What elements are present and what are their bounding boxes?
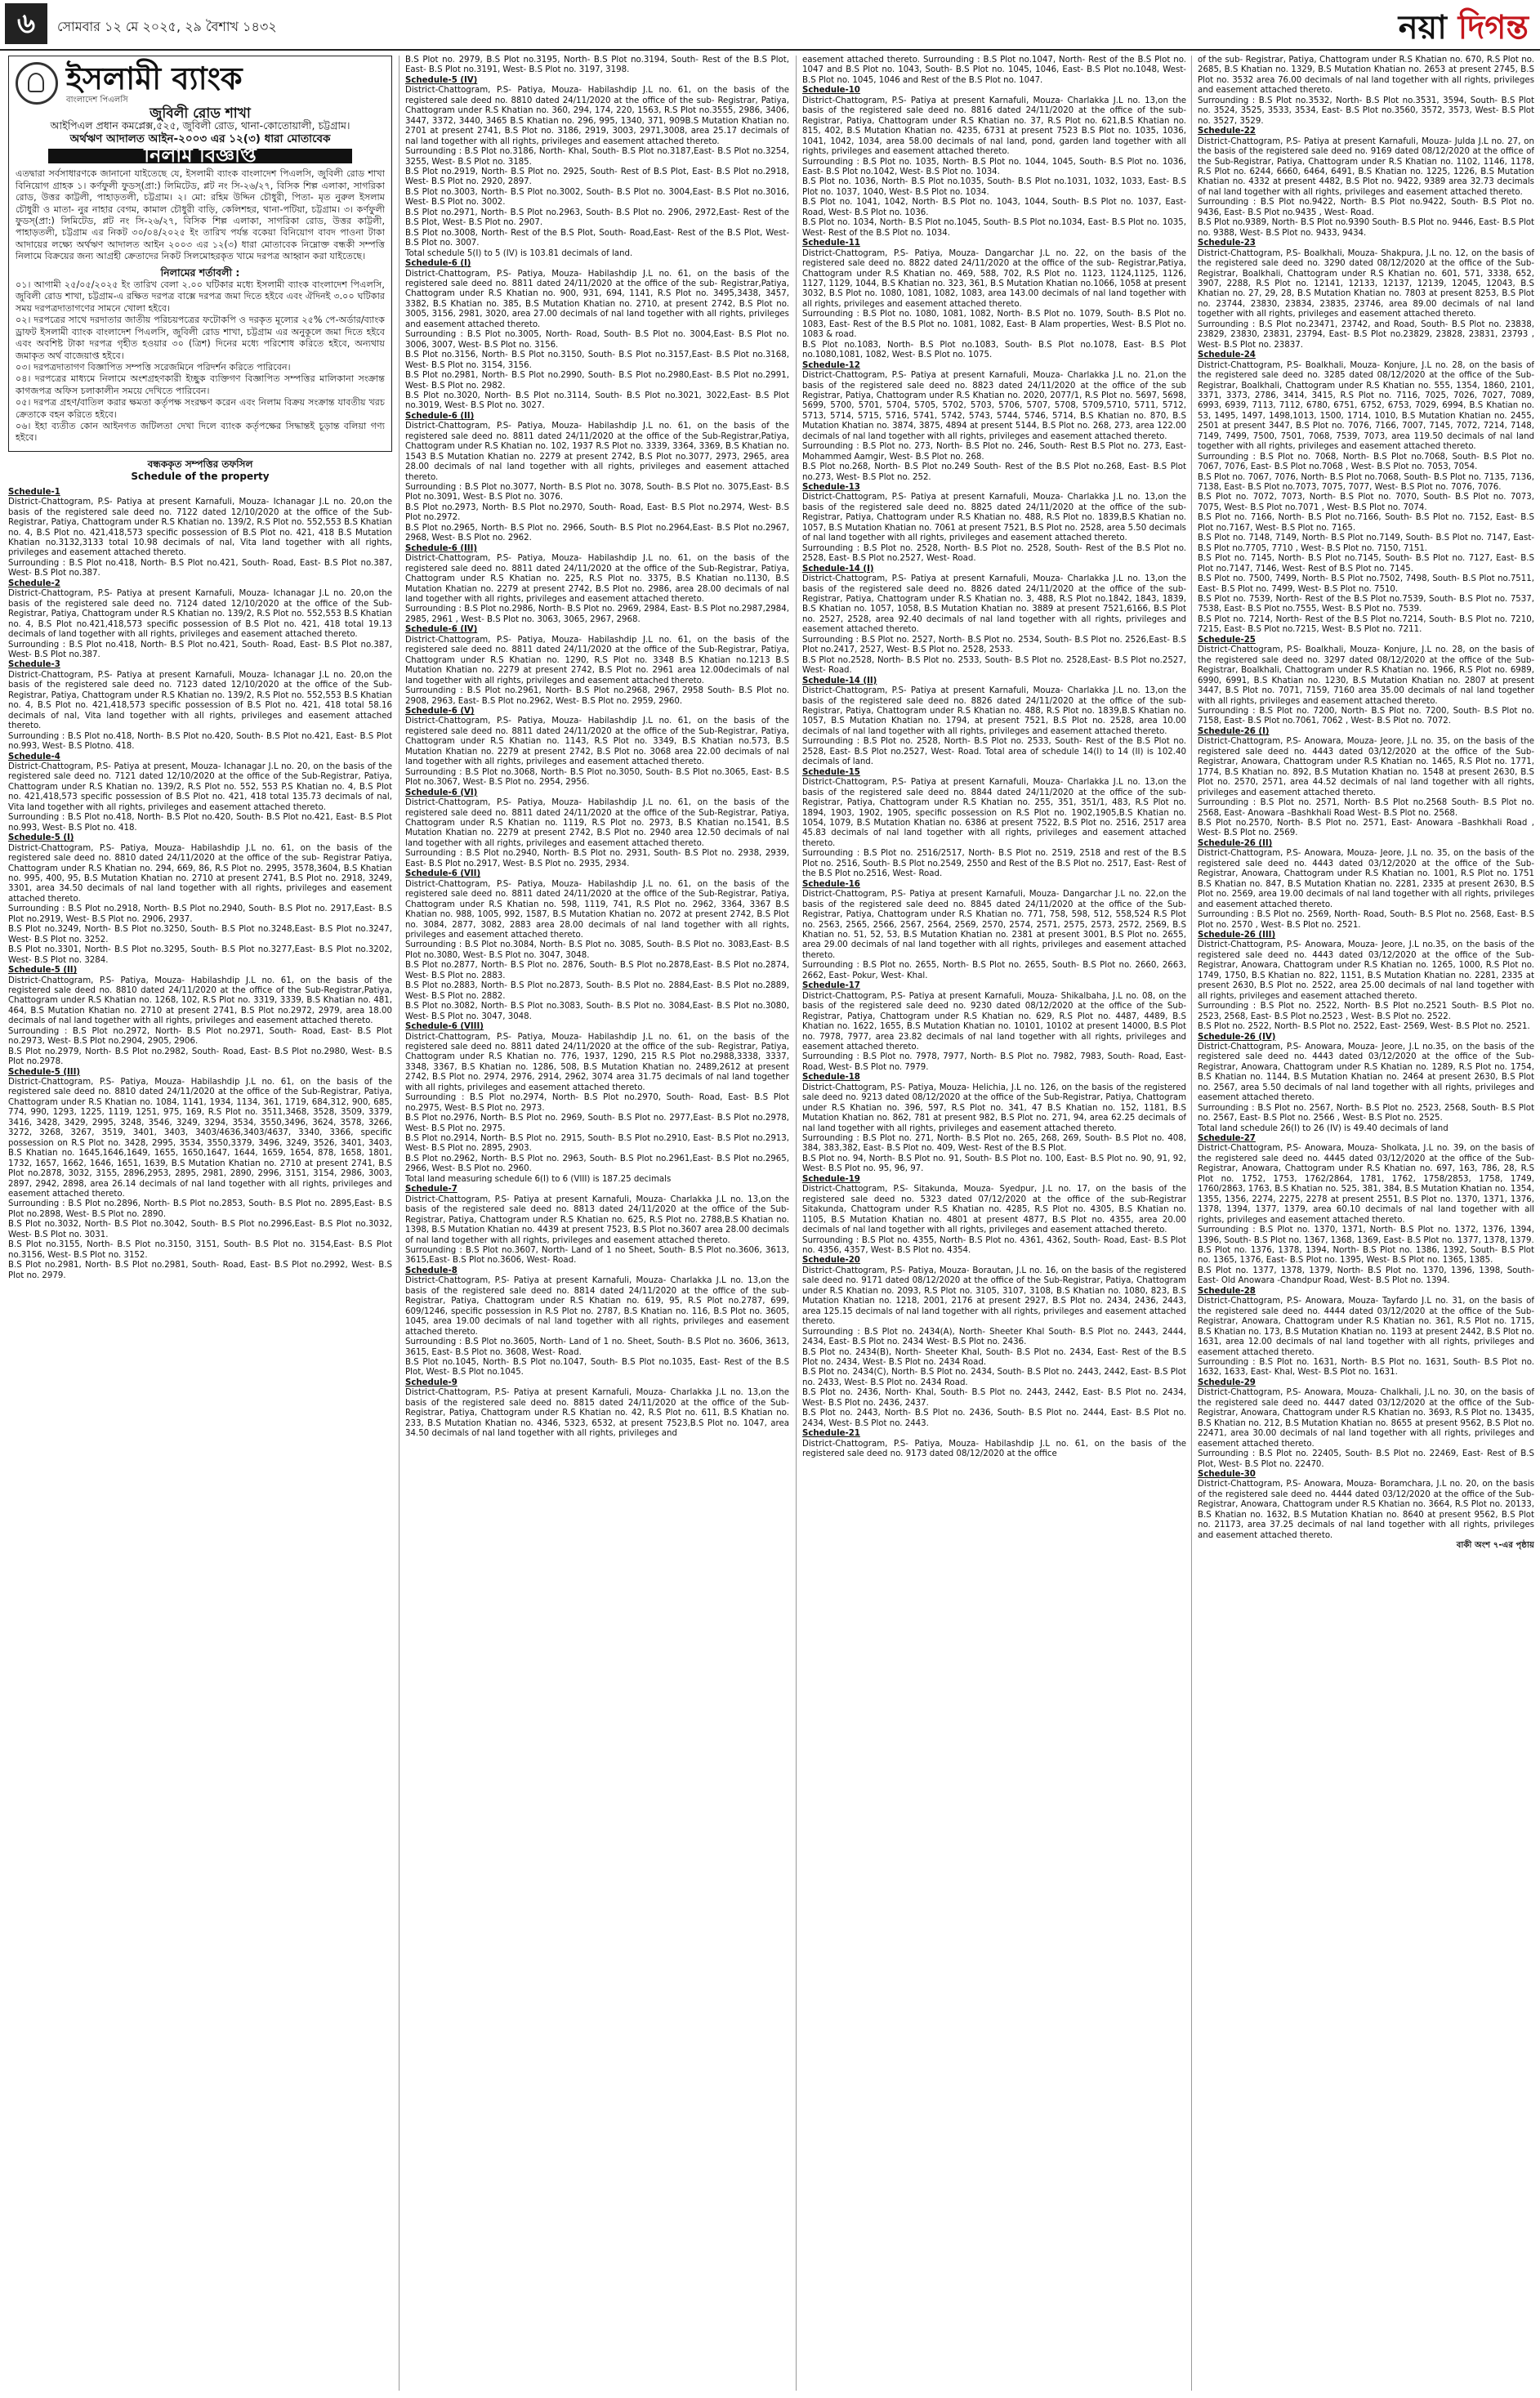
schedule-heading-item: Schedule-11: [802, 239, 860, 248]
schedule-paragraph: B.S Plot no.2979, North- B.S Plot no.2982, South- Road, East- B.S Plot no.2980, West- B.S Plot no.2978.: [8, 1047, 392, 1067]
schedule-paragraph: Surrounding : B.S Plot no.9422, North- B.S Plot no.9422, South- B.S Plot no. 9436, East- B.S Plot no.9435 , West- Road.: [1198, 198, 1534, 217]
schedule-heading-item: Schedule-30: [1198, 1469, 1256, 1479]
schedule-heading-item: Schedule-4: [8, 752, 60, 761]
column-divider: [399, 56, 400, 2391]
column-1-body: [8, 488, 392, 1281]
masthead-part1: নয়া: [1398, 8, 1458, 47]
schedule-heading-item: Schedule-6 (IV): [405, 625, 478, 635]
schedule-heading-item: Schedule-6 (V): [405, 707, 475, 716]
schedule-paragraph: District-Chattogram, P.S- Patiya, Mouza- Habilashdip J.L no. 61, on the basis of the registered sale deed no. 8811 dated 24/11/2020 at the office of the Sub-Registrar, Patiya, Chattogram under R.S Khatian no. 1143, R.S Plot no. 3349, B.S Khatian no.573, B.S Mutation Khatian no. 2279 at present 2742, B.S Plot no. 3068 area 22.00 decimals of nal land together with all rights, privileges and easement attached thereto.: [405, 717, 789, 767]
page-number: ৬: [5, 3, 47, 44]
schedule-paragraph: District-Chattogram, P.S- Patiya at present Karnafuli, Mouza- Charlakka J.L no. 13,on the basis of the registered sale deed no. 8814 dated 24/11/2020 at the office of the sub-Registrar, Patiya, Chattogram under R.S Khatian no. 619, 95, R.S Plot no.2787, 699, 609/1246, specific possession in R.S Plot no. 2787, B.S Khatian no. 116, B.S Plot no. 3605, 1045, area 19.00 decimals of nal land together with all rights, privileges and easement attached thereto.: [405, 1276, 789, 1337]
schedule-paragraph: B.S Plot no.2976, North- B.S Plot no. 2969, South- B.S Plot no. 2977,East- B.S Plot no.2978, West- B.S Plot no. 2975.: [405, 1114, 789, 1133]
schedule-heading-item: Schedule-6 (III): [405, 543, 478, 553]
schedule-heading-item: Schedule-12: [802, 360, 860, 370]
schedule-paragraph: District-Chattogram, P.S- Patiya at present Karnafuli, Mouza- Shikalbaha, J.L no. 08, on the basis of the registered sale deed no. 9230 dated 08/12/2020 at the office of the Sub-Registrar, Patiya, Chattogram under R.S Khatian no. 629, R.S Plot no. 4487, 4489, B.S Khatian no. 1622, 1655, B.S Mutation Khatian no. 10101, 10102 at present 14000, B.S Plot no. 7978, 7977, area 23.82 decimals of nal land together with all rights, privileges and easement attached thereto.: [802, 991, 1186, 1052]
column-4: [1198, 56, 1534, 2391]
schedule-paragraph: Surrounding : B.S Plot no. 22405, South- B.S Plot no. 22469, East- Rest of B.S Plot, West- B.S Plot no. 22470.: [1198, 1449, 1534, 1469]
notice-title: নিলাম বিজ্ঞপ্তি: [48, 149, 352, 163]
dateline: সোমবার ১২ মে ২০২৫, ২৯ বৈশাখ ১৪৩২: [57, 19, 277, 34]
schedule-heading-item: Schedule-6 (VI): [405, 788, 478, 797]
schedule-paragraph: B.S Plot no. 1041, 1042, North- B.S Plot no. 1043, 1044, South- B.S Plot no. 1037, East- Road, West- B.S Plot no. 1036.: [802, 198, 1186, 217]
schedule-paragraph: Total land measuring schedule 6(I) to 6 (VIII) is 187.25 decimals: [405, 1174, 672, 1184]
schedule-paragraph: Surrounding : B.S Plot no.2918, North- B.S Plot no.2940, South- B.S Plot no. 2917,East- B.S Plot no.2919, West- B.S Plot no. 2906, 2937.: [8, 904, 392, 924]
schedule-heading-item: Schedule-5 (I): [8, 833, 74, 843]
condition-item: ০৫। দরপত্র গ্রহণ/বাতিল করার ক্ষমতা কর্তৃপক্ষ সংরক্ষণ করেন এবং নিলাম বিক্রয় সংক্রান্ত যাবতীয় খরচ ক্রেতাকে বহন করিতে হইবে।: [16, 397, 385, 420]
schedule-paragraph: Surrounding : B.S Plot no.2961, North- B.S Plot no.2968, 2967, 2958 South- B.S Plot no. 2908, 2963, East- B.S Plot no.2962, West- B.S Plot no. 2959, 2960.: [405, 686, 789, 706]
schedule-heading-item: Schedule-8: [405, 1266, 458, 1275]
bank-logo-icon: [16, 62, 58, 105]
schedule-paragraph: B.S Plot no.2528, North- B.S Plot no. 2533, South- B.S Plot no. 2528,East- B.S Plot no.2527, West- Road.: [802, 655, 1186, 676]
schedule-heading-item: Schedule-5 (II): [8, 966, 78, 976]
schedule-paragraph: District-Chattogram, P.S- Patiya, Mouza- Habilashdip J.L no. 61, on the basis of the registered sale deed no. 9173 dated 08/12/2020 at the office: [802, 1439, 1186, 1459]
schedule-paragraph: B.S Plot no. 1376, 1378, 1394, North- B.S Plot no. 1386, 1392, South- B.S Plot no. 1365, 1376, East- B.S Plot no. 1395, West- B.S Plot no. 1365, 1385.: [1198, 1246, 1534, 1266]
schedule-paragraph: Surrounding : B.S Plot no.3077, North- B.S Plot no. 3078, South- B.S Plot no. 3075,East- B.S Plot no.3091, West- B.S Plot no. 3076.: [405, 483, 789, 502]
schedule-paragraph: District-Chattogram, P.S- Anowara, Mouza- Tayfardo J.L no. 31, on the basis of the registered sale deed no. 4444 dated 03/12/2020 at the office of the Sub-Registrar, Anowara, Chattogram under R.S Khatian no. 361, R.S Plot no. 1715, B.S Khatian no. 173, B.S Mutation Khatian no. 1193 at present 2442, B.S Plot no. 1631, area 12.00 decimals of nal land together with all rights, privileges and easement attached thereto.: [1198, 1297, 1534, 1357]
schedule-heading-item: Schedule-3: [8, 660, 60, 670]
schedule-paragraph: B.S Plot no.3301, North- B.S Plot no.3295, South- B.S Plot no.3277,East- B.S Plot no.3202, West- B.S Plot no. 3284.: [8, 945, 392, 965]
schedule-paragraph: B.S Plot no. 7500, 7499, North- B.S Plot no.7502, 7498, South- B.S Plot no.7511, East- B.S Plot no. 7499, West- B.S Plot no. 7510.: [1198, 574, 1534, 594]
schedule-paragraph: B.S Plot no.3156, North- B.S Plot no.3150, South- B.S Plot no.3157,East- B.S Plot no.3168, West- B.S Plot no. 3154, 3156.: [405, 351, 789, 370]
schedule-paragraph: Surrounding : B.S Plot no.418, North- B.S Plot no.421, South- Road, East- B.S Plot no.387, West- B.S Plot no.387.: [8, 558, 392, 578]
schedule-paragraph: B.S Plot no. 7214, North- Rest of the B.S Plot no.7214, South- B.S Plot no. 7210, 7215, East- B.S Plot no.7215, West- B.S Plot no. 7211.: [1198, 614, 1534, 635]
schedule-paragraph: B.S Plot no.3082, North- B.S Plot no.3083, South- B.S Plot no. 3084,East- B.S Plot no.3080, West- B.S Plot no. 3047, 3048.: [405, 1002, 789, 1021]
schedule-heading-item: Schedule-18: [802, 1073, 860, 1083]
schedule-heading-item: Schedule-27: [1198, 1134, 1256, 1144]
schedule-paragraph: Surrounding : B.S Plot no. 7978, 7977, North- B.S Plot no. 7982, 7983, South- Road, East- Road, West- B.S Plot no. 7979.: [802, 1052, 1186, 1072]
schedule-paragraph: B.S Plot no.2973, North- B.S Plot no.2970, South- Road, East- B.S Plot no.2974, West- B.S Plot no.2972.: [405, 502, 789, 523]
schedule-paragraph: B.S Plot no.3020, North- B.S Plot no.3114, South- B.S Plot no.3021, 3022,East- B.S Plot no.3019, West- B.S Plot no. 3027.: [405, 391, 789, 411]
column-4-body: [1198, 56, 1534, 1541]
schedule-paragraph: B.S Plot no.3155, North- B.S Plot no.3150, 3151, South- B.S Plot no. 3154,East- B.S Plot no.3156, West- B.S Plot no. 3152.: [8, 1240, 392, 1260]
schedule-paragraph: B.S Plot no.268, North- B.S Plot no.249 South- Rest of the B.S Plot no.268, East- B.S Plot no.273, West- B.S Plot no. 252.: [802, 462, 1186, 482]
schedule-heading-item: Schedule-21: [802, 1429, 860, 1439]
schedule-paragraph: District-Chattogram, P.S- Boalkhali, Mouza- Konjure, J.L no. 28, on the basis of the registered sale deed no. 3285 dated 08/12/2020 at the office of the Sub-Registrar, Boalkhali, Chattogram under R.S Khatian no. 555, 1354, 1860, 2101, 3371, 3373, 2786, 3414, 3415, R.S Plot no. 7116, 7025, 7026, 7027, 7089, 6993, 6939, 7113, 7112, 6780, 6751, 6752, 6753, 7029, 6994, B.S Khatian no. 53, 1495, 1497, 1498,1013, 1500, 1714, 1010, B.S Mutation Khatian no. 2455, 2501 at present 3447, B.S Plot no. 7076, 7166, 7007, 7145, 7072, 7214, 7148, 7149, 7499, 7500, 7501, 7068, 7539, 7073, area 119.50 decimals of nal land together with all rights, privileges and easement attached thereto.: [1198, 360, 1534, 452]
condition-item: ০৪। দরপত্রের মাধ্যমে নিলামে অংশগ্রহণকারী ইচ্ছুক ব্যক্তিগণ বিজ্ঞাপিত সম্পত্তির মালিকানা সংক্রান্ত কাগজপত্র অফিস চলাকালীন সময়ে দেখিতে পারিবেন।: [16, 373, 385, 396]
schedule-paragraph: Surrounding : B.S Plot no. 2516/2517, North- B.S Plot no. 2519, 2518 and rest of the B.S Plot no. 2516, South- B.S Plot no.2549, 2550 and Rest of the B.S Plot no. 2517, East- Rest of the B.S Plot no.2516, West- Road.: [802, 849, 1186, 879]
bank-name: ইসলামী ব্যাংক: [66, 60, 243, 96]
bank-header-box: [8, 56, 392, 452]
schedule-paragraph: District-Chattogram, P.S- Patiya at present Karnafuli, Mouza- Charlakka J.L no. 13,on the basis of the registered sale deed no. 8815 dated 24/11/2020 at the office of the Sub-Registrar, Patiya, Chattogram under R.S Khatian no. 42, R.S Plot no. 611, B.S Khatian no. 233, B.S Mutation Khatian no. 4346, 5323, 6532, at present 7523,B.S Plot no. 1047, area 34.50 decimals of nal land together with all rights, privileges and: [405, 1388, 789, 1439]
schedule-paragraph: Total land schedule 26(I) to 26 (IV) is 49.40 decimals of land: [1198, 1123, 1448, 1133]
schedule-paragraph: District-Chattogram, P.S- Patiya, Mouza- Habilashdip J.L no. 61, on the basis of the registered sale deed no. 8811 dated 24/11/2020 at the office of the sub- Registrar, Patiya, Chattogram under R.S Khatian no. 776, 1937, 1290, 215 R.S Plot no.2988,3338, 3337, 3348, 3367, B.S Khatian no. 1286, 508, B.S Mutation Khatian no. 2489,2612 at present 2742, B.S Plot no. 2974, 2976, 2914, 2962, 3074 area 31.75 decimals of nal land together with all rights, privileges and easement attached thereto.: [405, 1032, 789, 1092]
schedule-paragraph: Surrounding : B.S Plot no. 2434(A), North- Sheeter Khal South- B.S Plot no. 2443, 2444, 2434, East- B.S Plot no. 2434 West- B.S Plot no. 2436.: [802, 1327, 1186, 1347]
schedule-paragraph: Surrounding : B.S Plot no.418, North- B.S Plot no.420, South- B.S Plot no.421, East- B.S Plot no.993, West- B.S Plotno. 418.: [8, 731, 392, 752]
schedule-paragraph: B.S Plot no.9389, North- B.S Plot no.9390 South- B.S Plot no. 9446, East- B.S Plot no. 9388, West- B.S Plot no. 9433, 9434.: [1198, 218, 1534, 238]
schedule-paragraph: District-Chattogram, P.S- Patiya at present Karnafuli, Mouza- Julda J.L no. 27, on the basis of the registered sale deed no. 9169 dated 08/12/2020 at the office of the Sub-Registrar, Patiya, Chattogram under R.S Khatian no. 1102, 1146, 1178, R.S Plot no. 6244, 6660, 6464, 6491, B.S Khatian no. 1225, 1226, B.S Mutation Khatian no. 4332 at present 4482, B.S Plot no. 9422, 9389 area 32.73 decimals of nal land together with all rights, privileges and easement attached thereto.: [1198, 136, 1534, 197]
schedule-paragraph: District-Chattogram, P.S- Anowara, Mouza- Jeore, J.L no.35, on the basis of the registered sale deed no. 4443 dated 03/12/2020 at the office of the Sub-Registrar, Anowara, Chattogram under R.S Khatian no. 1289, R.S Plot no. 1754, B.S Khatian no. 1144, B.S Mutation Khatian no. 2464 at present 2630, B.S Plot no. 2567, area 5.50 decimals of nal land together with all rights, privileges and easement attached thereto.: [1198, 1042, 1534, 1103]
schedule-paragraph: District-Chattogram, P.S- Patiya, Mouza- Habilashdip J.L no. 61, on the basis of the registered sale deed no. 8811 dated 24/11/2020 at the office of the Sub-Registrar, Patiya, Chattogram under R.S Khatian no. 1119, R.S Plot no. 2973, B.S Khatian no.1541, B.S Mutation Khatian no. 2279 at present 2742, B.S Plot no. 2940 area 12.50 decimals of nal land together with all rights, privileges and easement attached thereto.: [405, 798, 789, 848]
schedule-heading-item: Schedule-29: [1198, 1378, 1256, 1387]
column-1: [8, 56, 392, 2391]
schedule-heading-item: Schedule-26 (I): [1198, 726, 1270, 736]
schedule-paragraph: District-Chattogram, P.S- Patiya at present Karnafuli, Mouza- Charlakka J.L no. 13,on the basis of the registered sale deed no. 8825 dated 24/11/2020 at the office of the sub-Registrar, Patiya, Chattogram under R.S Khatian no. 488, R.S Plot no. 1839,B.S Khatian no. 1057, B.S Mutation Khatian no. 7061 at present 7521, B.S Plot no. 2528, area 5.50 decimals of nal land together with all rights, privileges and easement attached thereto.: [802, 493, 1186, 543]
schedule-paragraph: B.S Plot no.2883, North- B.S Plot no.2873, South- B.S Plot no. 2884,East- B.S Plot no.2889, West- B.S Plot no. 2882.: [405, 981, 789, 1001]
column-divider: [796, 56, 797, 2391]
schedule-paragraph: Surrounding : B.S Plot no.2896, North- B.S Plot no.2853, South- B.S Plot no. 2895,East- B.S Plot no.2898, West- B.S Plot no. 2890.: [8, 1199, 392, 1219]
law-reference: অর্থঋণ আদালত আইন-২০০৩ এর ১২(৩) ধারা মোতাবেক: [69, 132, 331, 145]
schedule-paragraph: B.S Plot no.3003, North- B.S Plot no.3002, South- B.S Plot no. 3004,East- B.S Plot no.3016, West- B.S Plot no. 3002.: [405, 187, 789, 208]
schedule-paragraph: B.S Plot no. 7067, 7076, North- B.S Plot no.7068, South- B.S Plot no. 7135, 7136, 7138, East- B.S Plot no.7073, 7075, 7077, West- B.S Plot no. 7076, 7076.: [1198, 472, 1534, 493]
schedule-paragraph: Surrounding : B.S Plot no. 273, North- B.S Plot no. 246, South- Rest B.S Plot no. 273, East- Mohammed Aamgir, West- B.S Plot no. 268.: [802, 442, 1186, 462]
bank-name-block: [66, 61, 243, 105]
schedule-heading-bn: বন্ধককৃত সম্পত্তির তফসিল: [147, 458, 253, 470]
branch-name: জুবিলী রোড শাখা: [150, 105, 251, 123]
schedule-paragraph: B.S Plot no.2981, North- B.S Plot no.2990, South- B.S Plot no.2980,East- B.S Plot no.2991, West- B.S Plot no. 2982.: [405, 371, 789, 391]
schedule-heading-item: Schedule-6 (VII): [405, 869, 481, 879]
schedule-heading-item: Schedule-26 (III): [1198, 930, 1276, 940]
schedule-paragraph: District-Chattogram, P.S- Anowara, Mouza- Jeore, J.L no.35, on the basis of the registered sale deed no. 4443 dated 03/12/2020 at the office of the Sub-Registrar, Anowara, Chattogram under R.S Khatian no. 1265, 1000, R.S Plot no. 1749, 1750, B.S Khatian no. 822, 1151, B.S Mutation Khatian no. 2281, 2335 at present 2630, B.S Plot no. 2522, area 25.00 decimals of nal land together with all rights, privileges and easement attached thereto.: [1198, 940, 1534, 1001]
schedule-paragraph: B.S Plot no.3249, North- B.S Plot no.3250, South- B.S Plot no.3248,East- B.S Plot no.3247, West- B.S Plot no. 3252.: [8, 925, 392, 944]
schedule-heading-item: Schedule-9: [405, 1378, 458, 1387]
schedule-heading-item: Schedule-2: [8, 578, 60, 588]
schedule-paragraph: Surrounding : B.S Plot no.3605, North- Land of 1 no. Sheet, South- B.S Plot no. 3606, 3613, 3615, East- B.S Plot no. 3608, West- Road.: [405, 1337, 789, 1357]
schedule-paragraph: Surrounding : B.S Plot no. 2528, North- B.S Plot no. 2528, South- Rest of the B.S Plot no. 2528, East- B.S Plot no.2527, West- Road.: [802, 543, 1186, 564]
column-3: [802, 56, 1186, 2391]
schedule-paragraph: B.S Plot no.2914, North- B.S Plot no. 2915, South- B.S Plot no.2910, East- B.S Plot no.2913, West- B.S Plot no. 2895, 2903.: [405, 1134, 789, 1154]
schedule-heading-item: Schedule-19: [802, 1174, 860, 1184]
schedule-heading-item: Schedule-7: [405, 1185, 458, 1195]
schedule-paragraph: B.S Plot no. 7539, North- Rest of the B.S Plot no.7539, South- B.S Plot no. 7537, 7538, East- B.S Plot no.7555, West- B.S Plot no. 7539.: [1198, 595, 1534, 614]
schedule-paragraph: Surrounding : B.S Plot no.23471, 23742, and Road, South- B.S Plot no. 23838, 23829, 23830, 23831, 23794, East- B.S Plot no.23829, 23828, 23831, 23793 , West- B.S Plot no. 23837.: [1198, 319, 1534, 350]
schedule-paragraph: District-Chattogram, P.S- Boalkhali, Mouza- Konjure, J.L no. 28, on the basis of the registered sale deed no. 3297 dated 08/12/2020 at the office of the Sub-Registrar, Boalkhali, Chattogram under R.S Khatian no. 1966, R.S Plot no. 6989, 6990, 6991, B.S Khatian no. 1230, B.S Mutation Khatian no. 2807 at present 3447, B.S Plot no. 7071, 7159, 7160 area 35.00 decimals of nal land together with all rights, privileges and easement attached thereto.: [1198, 645, 1534, 706]
schedule-paragraph: District-Chattogram, P.S- Patiya at present Karnafuli, Mouza- Charlakka J.L no. 13,on the basis of the registered sale deed no. 8844 dated 24/11/2020 at the office of the sub-Registrar, Patiya, Chattogram under R.S Khatian no. 255, 351, 351/1, 483, R.S Plot no. 1894, 1903, 1902, 1905, specific possession on R.S Plot no. 1902,1905,B.S Khatian no. 1054, 1079, B.S Mutation Khatian no. 6386 at present 7522, B.S Plot no. 2516, 2517 area 45.83 decimals of nal land together with all rights, privileges and easement attached thereto.: [802, 778, 1186, 848]
schedule-paragraph: District-Chattogram, P.S- Patiya at present Karnafuli, Mouza- Charlakka J.L no. 13,on the basis of the registered sale deed no. 8813 dated 24/11/2020 at the office of the Sub-Registrar, Patiya, Chattogram under R.S Khatian no. 625, R.S Plot no. 2788,B.S Khatian no. 1398, B.S Mutation Khatian no. 4439 at present 7523, B.S Plot no.3607 area 28.00 decimals of nal land together with all rights, privileges and easement attached thereto.: [405, 1195, 789, 1245]
schedule-heading-item: Schedule-20: [802, 1256, 860, 1266]
schedule-paragraph: Surrounding : B.S Plot no. 2567, North- B.S Plot no. 2523, 2568, South- B.S Plot no. 2567, East- B.S Plot no. 2566 , West- B.S Plot no. 2525.: [1198, 1103, 1534, 1123]
bank-subtitle: বাংলাদেশ পিএলসি: [66, 96, 128, 105]
notice-columns: [8, 56, 1534, 2391]
schedule-paragraph: Surrounding : B.S Plot no.2974, North- B.S Plot no.2970, South- Road, East- B.S Plot no.2975, West- B.S Plot no. 2973.: [405, 1093, 789, 1113]
schedule-paragraph: District-Chattogram, P.S- Patiya, Mouza- Dangarchar J.L no. 22, on the basis of the registered sale deed no. 8822 dated 24/11/2020 at the office of the sub- Registrar,Patiya, Chattogram under R.S Khatian no. 469, 588, 702, R.S Plot no. 1123, 1124,1125, 1126, 1127, 1129, 1044, B.S Khatian no. 323, 361, B.S Mutation Khatian no.1066, 1058 at present 3032, B.S Plot no. 1080, 1081, 1082, 1083, area 143.00 decimals of nal land together with all rights, privileges and easement attached thereto.: [802, 248, 1186, 309]
schedule-heading-item: Schedule-13: [802, 483, 860, 493]
schedule-heading-item: Schedule-6 (VIII): [405, 1022, 484, 1032]
schedule-paragraph: Surrounding : B.S Plot no. 1035, North- B.S Plot no. 1044, 1045, South- B.S Plot no. 1036, East- B.S Plot no.1042, West- B.S Plot no. 1034.: [802, 157, 1186, 176]
schedule-paragraph: District-Chattogram, P.S- Anowara, Mouza- Jeore, J.L no. 35, on the basis of the registered sale deed no. 4443 dated 03/12/2020 at the office of the Sub-Registrar, Anowara, Chattogram under R.S Khatian no. 1001, R.S Plot no. 1751 B.S Khatian no. 847, B.S Mutation Khatian no. 2281, 2335 at present 2630, B.S Plot no. 2569, area 19.00 decimals of nal land together with all rights, privileges and easement attached thereto.: [1198, 849, 1534, 909]
schedule-paragraph: District-Chattogram, P.S- Patiya at present Karnafuli, Mouza- Charlakka J.L no. 13,on the basis of the registered sale deed no. 8826 dated 24/11/2020 at the office of the sub-Registrar, Patiya, Chattogram under R.S Khatian no. 3, 488, R.S Plot no.1842, 1843, 1839, B.S Khatian no. 1057, 1058, B.S Mutation Khatian no. 3889 at present 7521,6166, B.S Plot no. 2527, 2528, area 92.40 decimals of nal land together with all rights, privileges and easement attached thereto.: [802, 574, 1186, 635]
schedule-paragraph: District-Chattogram, P.S- Anowara, Mouza- Jeore, J.L no. 35, on the basis of the registered sale deed no. 4443 dated 03/12/2020 at the office of the Sub-Registrar, Anowara, Chattogram under R.S Khatian no. 1465, R.S Plot no. 1771, 1774, B.S Khatian no. 892, B.S Mutation Khatian no. 1548 at present 2630, B.S Plot no. 2570, 2571, area 44.52 decimals of nal land together with all rights, privileges and easement attached thereto.: [1198, 737, 1534, 797]
conditions-heading: নিলামের শর্তাবলী :: [160, 266, 240, 279]
schedule-paragraph: District-Chattogram, P.S- Patiya, Mouza- Helichia, J.L no. 126, on the basis of the registered sale deed no. 9213 dated 08/12/2020 at the office of the Sub-Registrar, Patiya, Chattogram under R.S Khatian no. 396, 597, R.S Plot no. 341, 47 B.S Khatian no. 152, 1181, B.S Mutation Khatian no. 862, 781 at present 982, B.S Plot no. 271, 94, area 62.25 decimals of nal land together with all rights, privileges and easement attached thereto.: [802, 1083, 1186, 1133]
schedule-paragraph: District-Chattogram, P.S- Patiya, Mouza- Habilashdip J.L no. 61, on the basis of the registered sale deed no. 8810 dated 24/11/2020 at the office of the sub- Registrar Patiya, Chattogram under R.S Khatian no. 294, 669, 86, R.S Plot no. 2995, 3578,3604, B.S Khatian no. 995, 400, 95, B.S Mutation Khatian no. 2710 at present 2741, B.S Plot no. 2918, 3249, 3301, area 34.50 decimals of nal land together with all rights, privileges and easement attached thereto.: [8, 843, 392, 904]
continued-note: বাকী অংশ ৭-এর পৃষ্ঠায়: [1456, 1541, 1534, 1551]
schedule-paragraph: District-Chattogram, P.S- Patiya at present Karnafuli, Mouza- Ichanagar J.L no. 20,on the basis of the registered sale deed no. 7123 dated 12/10/2020 at the office of the Sub-Registrar, Patiya, Chattogram under R.S Khatian no. 139/2, R.S Plot no. 552,553 B.S Khatian no. 4, B.S Plot no. 421,418,573 specific possession of B.S Plot no. 421, 418 total 58.16 decimals of nal, Vita land together with all rights, privileges and easement attached thereto.: [8, 670, 392, 731]
condition-item: ০৬। ইহা ব্যতীত কোন আইনগত জটিলতা দেখা দিলে ব্যাংক কর্তৃপক্ষের সিদ্ধান্তই চূড়ান্ত বলিয়া গণ্য হইবে।: [16, 420, 385, 444]
schedule-paragraph: Surrounding : B.S Plot no. 1080, 1081, 1082, North- B.S Plot no. 1079, South- B.S Plot no. 1083, East- Rest of the B.S Plot no. 1081, 1082, East- B Alam properties, West- B.S Plot no. 1083 & road.: [802, 310, 1186, 340]
schedule-heading-item: Schedule-14 (I): [802, 564, 874, 574]
schedule-paragraph: Surrounding : B.S Plot no. 2522, North- B.S Plot no.2521 South- B.S Plot no. 2523, 2568, East- B.S Plot no.2523 , West- B.S Plot no. 2522.: [1198, 1002, 1534, 1021]
column-3-body: [802, 56, 1186, 1460]
schedule-heading-item: Schedule-26 (IV): [1198, 1032, 1276, 1042]
schedule-paragraph: District-Chattogram, P.S- Patiya, Mouza- Habilashdip J.L no. 61, on the basis of the registered sale deed no. 8810 dated 24/11/2020 at the office of the Sub-Registrar, Patiya, Chattogram under R.S Khatian no. 1084, 1141, 1934, 1134, 361, 1719, 684,312, 900, 685, 774, 990, 1293, 1225, 1119, 1251, 975, 169, R.S Plot no. 3511,3468, 3528, 3509, 3379, 3416, 3428, 3429, 2995, 3248, 3546, 3249, 3294, 3534, 3550,3496, 3624, 3578, 3266, 3272, 3268, 3267, 3519, 3401, 3403, 3403/4636,3403/4637, 3340, 3366, specific possession on R.S Plot no. 3428, 2995, 3534, 3550,3379, 3496, 3249, 3526, 3401, 3403, B.S Khatian no. 1645,1646,1649, 1655, 1650,1647, 1644, 1659, 1654, 878, 1658, 1801, 1732, 1657, 1662, 1646, 1651, 1639, B.S Mutation Khatian no. 2710 at present 2741, B.S Plot no.2878, 3032, 3155, 2896,2953, 2895, 2981, 2890, 2996, 3151, 3154, 2986, 3003, 2897, 2942, 2898, area 26.14 decimals of nal land together with all rights, privileges and easement attached thereto.: [8, 1078, 392, 1199]
schedule-paragraph: B.S Plot no.2981, North- B.S Plot no.2981, South- Road, East- B.S Plot no.2992, West- B.S Plot no. 2979.: [8, 1261, 392, 1280]
schedule-paragraph: easement attached thereto. Surrounding : B.S Plot no.1047, North- Rest of the B.S Plot no. 1047 and B.S Plot no. 1043, South- B.S Plot no. 1045, 1046, East- B.S Plot no.1048, West- B.S Plot no. 1045, 1046 and Rest of the B.S Plot no. 1047.: [802, 56, 1186, 85]
schedule-paragraph: B.S Plot no. 7148, 7149, North- B.S Plot no.7149, South- B.S Plot no. 7147, East- B.S Plot no.7705, 7710 , West- B.S Plot no. 7150, 7151.: [1198, 534, 1534, 553]
schedule-paragraph: B.S Plot no.3008, North- Rest of the B.S Plot, South- Road,East- Rest of the B.S Plot, West- B.S Plot no. 3007.: [405, 228, 789, 248]
schedule-paragraph: of the sub- Registrar, Patiya, Chattogram under R.S Khatian no. 670, R.S Plot no. 2685, B.S Khatian no. 1329, B.S Mutation Khatian no. 2653 at present 2745, B.S Plot no. 3532 area 76.00 decimals of nal land together with all rights, privileges and easement attached thereto.: [1198, 56, 1534, 96]
schedule-paragraph: Surrounding : B.S Plot no. 1631, North- B.S Plot no. 1631, South- B.S Plot no. 1632, 1633, East- Khal, West- B.S Plot no. 1631.: [1198, 1358, 1534, 1378]
schedule-heading-item: Schedule-5 (IV): [405, 75, 478, 85]
schedule-heading-item: Schedule-14 (II): [802, 676, 877, 685]
condition-item: ০১। আগামী ২৫/০৫/২০২৫ ইং তারিখ বেলা ২.০০ ঘটিকার মধ্যে ইসলামী ব্যাংক বাংলাদেশ পিএলসি, জুবিলী রোড শাখা, চট্টগ্রাম-এ রক্ষিত দরপত্র বাক্সে দরপত্র জমা দিতে হইবে এবং ঐদিনই ৩.০০ ঘটিকার সময় দরপত্রদাতাগণের সামনে খোলা হইবে।: [16, 279, 385, 314]
column-2-body: [405, 56, 789, 1440]
schedule-paragraph: District-Chattogram, P.S- Anowara, Mouza- Chalkhali, J.L no. 30, on the basis of the registered sale deed no. 4447 dated 03/12/2020 at the office of the Sub-Registrar, Anowara, Chattogram under R.S Khatian no. 3693, R.S Plot no. 13435, B.S Khatian no. 212, B.S Mutation Khatian no. 8655 at present 9562, B.S Plot no. 22471, area 30.00 decimals of nal land together with all rights, privileges and easement attached thereto.: [1198, 1388, 1534, 1449]
schedule-paragraph: B.S Plot no.2919, North- B.S Plot no. 2925, South- Rest of B.S Plot, East- B.S Plot no.2918, West- B.S Plot no. 2920, 2897.: [405, 167, 789, 187]
schedule-heading-item: Schedule-25: [1198, 635, 1256, 645]
masthead-part2: দিগন্ত: [1457, 8, 1529, 47]
schedule-paragraph: Surrounding : B.S Plot no. 2569, North- Road, South- B.S Plot no. 2568, East- B.S Plot no. 2570 , West- B.S Plot no. 2521.: [1198, 910, 1534, 930]
schedule-paragraph: District-Chattogram, P.S- Patiya, Mouza- Habilashdip J.L no. 61, on the basis of the registered sale deed no. 8811 dated 24/11/2020 at the office of the Sub-Registrar, Patiya, Chattogram under R.S Khatian no. 1290, R.S Plot no. 3348 B.S Khatian no.1213 B.S Mutation Khatian no. 2279 at present 2742, B.S Plot no. 2961 area 12.00decimals of nal land together with all rights, privileges and easement attached thereto.: [405, 635, 789, 685]
schedule-paragraph: Surrounding : B.S Plot no.3068, North- B.S Plot no.3050, South- B.S Plot no.3065, East- B.S Plot no.3067, West- B.S Plot no. 2954, 2956.: [405, 767, 789, 788]
schedule-paragraph: B.S Plot no. 2522, North- B.S Plot no. 2522, East- 2569, West- B.S Plot no. 2521.: [1198, 1022, 1530, 1032]
schedule-paragraph: Surrounding : B.S Plot no. 2655, North- B.S Plot no. 2655, South- B.S Plot no. 2660, 2663, 2662, East- Pokur, West- Khal.: [802, 961, 1186, 980]
schedule-paragraph: B.S Plot no. 2979, B.S Plot no.3195, North- B.S Plot no.3194, South- Rest of the B.S Plot, East- B.S Plot no.3191, West- B.S Plot no. 3197, 3198.: [405, 56, 789, 75]
schedule-heading-item: Schedule-1: [8, 487, 60, 497]
column-2: [405, 56, 789, 2391]
schedule-paragraph: B.S Plot no.2962, North- B.S Plot no. 2963, South- B.S Plot no.2961,East- B.S Plot no.2965, 2966, West- B.S Plot no. 2960.: [405, 1154, 789, 1174]
schedule-paragraph: B.S Plot no. 2443, North- B.S Plot no. 2436, South- B.S Plot no. 2444, East- B.S Plot no. 2434, West- B.S Plot no. 2443.: [802, 1409, 1186, 1428]
schedule-heading-item: Schedule-16: [802, 879, 860, 889]
schedule-paragraph: B.S Plot no. 2434(C), North- B.S Plot no. 2434, South- B.S Plot no. 2443, 2442, East- B.S Plot no. 2433, West- B.S Plot no. 2434 Road.: [802, 1368, 1186, 1387]
schedule-paragraph: Surrounding : B.S Plot no.3005, North- Road, South- B.S Plot no. 3004,East- B.S Plot no. 3006, 3007, West- B.S Plot no. 3156.: [405, 330, 789, 350]
schedule-paragraph: District-Chattogram, P.S- Patiya at present Karnafuli, Mouza- Charlakka J.L no. 13,on the basis of the registered sale deed no. 8816 dated 24/11/2020 at the office of the sub-Registrar, Patiya, Chattogram under R.S Khatian no. 37, R.S Plot no. 621,B.S Khatian no. 815, 402, B.S Mutation Khatian no. 4235, 6731 at present 7523 B.S Plot no. 1035, 1036, 1041, 1042, 1034, area 58.00 decimals of nal land, pond, garden land together with all rights, privileges and easement attached thereto.: [802, 96, 1186, 157]
schedule-paragraph: Surrounding : B.S Plot no.3607, North- Land of 1 no Sheet, South- B.S Plot no.3606, 3613, 3615,East- B.S Plot no.3606, West- Road.: [405, 1246, 789, 1266]
schedule-heading-item: Schedule-26 (II): [1198, 838, 1273, 848]
schedule-paragraph: B.S Plot no. 1036, North- B.S Plot no.1035, South- B.S Plot no.1031, 1032, 1033, East- B.S Plot no. 1037, 1040, West- B.S Plot no. 1034.: [802, 177, 1186, 197]
condition-item: ০৩। দরপত্রদাতাগণ বিজ্ঞাপিত সম্পত্তি সরেজমিনে পরিদর্শন করিতে পারিবেন।: [16, 361, 291, 373]
schedule-paragraph: Surrounding : B.S Plot no. 271, North- B.S Plot no. 265, 268, 269, South- B.S Plot no. 408, 384, 383,382, East- B.S Plot no. 409, West- Rest of the B.S Plot.: [802, 1134, 1186, 1154]
schedule-paragraph: District-Chattogram, P.S- Boalkhali, Mouza- Shakpura, J.L no. 12, on the basis of the registered sale deed no. 3290 dated 08/12/2020 at the office of the Sub-Registrar, Boalkhali, Chattogram under R.S Khatian no. 601, 571, 3338, 652, 3907, 2288, R.S Plot no. 12141, 12133, 12137, 12139, 12045, 12043, B.S Khatian no. 27, 29, 28, B.S Mutation Khatian no. 7803 at present 8253, B.S Plot no. 23744, 23830, 23834, 23835, 23746, area 89.00 decimals of nal land together with all rights, privileges and easement attached thereto.: [1198, 248, 1534, 319]
schedule-heading-item: Schedule-23: [1198, 239, 1256, 248]
schedule-paragraph: B.S Plot no. 2436, North- Khal, South- B.S Plot no. 2443, 2442, East- B.S Plot no. 2434, West- B.S Plot no. 2436, 2437.: [802, 1388, 1186, 1408]
schedule-paragraph: District-Chattogram, P.S- Patiya, Mouza- Borautan, J.L no. 16, on the basis of the registered sale deed no. 9171 dated 08/12/2020 at the office of the Sub-Registrar, Patiya, Chattogram under R.S Khatian no. 2093, R.S Plot no. 3105, 3107, 3108, B.S Khatian no. 1080, 823, B.S Mutation Khatian no. 1218, 2001, 2176 at present 2927, B.S Plot no. 2434, 2436, 2443, area 125.15 decimals of nal land together with all rights, privileges and easement attached thereto.: [802, 1266, 1186, 1327]
schedule-paragraph: Surrounding : B.S Plot no. 2528, North- B.S Plot no. 2533, South- Rest of the B.S Plot no. 2528, East- B.S Plot no.2527, West- Road. Total area of schedule 14(I) to 14 (II) is 102.40 decimals of land.: [802, 737, 1186, 767]
schedule-paragraph: Surrounding : B.S Plot no. 7200, North- B.S Plot no. 7200, South- B.S Plot no. 7158, East- B.S Plot no.7061, 7062 , West- B.S Plot no. 7072.: [1198, 707, 1534, 726]
schedule-paragraph: B.S Plot no.2877, North- B.S Plot no. 2876, South- B.S Plot no.2878,East- B.S Plot no.2874, West- B.S Plot no. 2883.: [405, 961, 789, 980]
schedule-paragraph: B.S Plot no. 2434(B), North- Sheeter Khal, South- B.S Plot no. 2434, East- Rest of the B.S Plot no. 2434, West- B.S Plot no. 2434 Road.: [802, 1347, 1186, 1367]
schedule-paragraph: Total schedule 5(I) to 5 (IV) is 103.81 decimals of land.: [405, 248, 633, 258]
branch-address: আইপিএল প্রধান কমপ্লেক্স,৫২৫, জুবিলী রোড, থানা-কোতোয়ালী, চট্টগ্রাম।: [50, 118, 350, 132]
schedule-heading-item: Schedule-28: [1198, 1286, 1256, 1296]
schedule-paragraph: Surrounding : B.S Plot no.2940, North- B.S Plot no. 2931, South- B.S Plot no. 2938, 2939, East- B.S Plot no.2917, West- B.S Plot no. 2935, 2934.: [405, 849, 789, 869]
schedule-paragraph: Surrounding : B.S Plot no.3084, North- B.S Plot no. 3085, South- B.S Plot no. 3083,East- B.S Plot no.3080, West- B.S Plot no. 3047, 3048.: [405, 940, 789, 960]
schedule-paragraph: Surrounding : B.S Plot no. 4355, North- B.S Plot no. 4361, 4362, South- Road, East- B.S Plot no. 4356, 4357, West- B.S Plot no. 4354.: [802, 1235, 1186, 1256]
schedule-paragraph: District-Chattogram, P.S- Patiya, Mouza- Habilashdip J.L no. 61, on the basis of the registered sale deed no. 8810 dated 24/11/2020 at the office of the Sub-Registrar,Patiya, Chattogram under R.S Khatian no. 1268, 102, R.S Plot no. 3319, 3339, B.S Khatian no. 481, 464, B.S Mutation Khatian no. 2710 at present 2741, B.S Plot no.2972, 2979, area 18.00 decimals of nal land together with all rights, privileges and easement attached thereto.: [8, 976, 392, 1026]
schedule-paragraph: B.S Plot no.3032, North- B.S Plot no.3042, South- B.S Plot no.2996,East- B.S Plot no.3032, West- B.S Plot no. 3031.: [8, 1220, 392, 1239]
schedule-paragraph: Surrounding : B.S Plot no.2986, North- B.S Plot no. 2969, 2984, East- B.S Plot no.2987,2984, 2985, 2961 , West- B.S Plot no. 3063, 3065, 2967, 2968.: [405, 605, 789, 624]
schedule-paragraph: B.S Plot no.2971, North- B.S Plot no.2963, South- B.S Plot no. 2906, 2972,East- Rest of the B.S Plot, West- B.S Plot no. 2907.: [405, 208, 789, 228]
schedule-paragraph: B.S Plot no.2965, North- B.S Plot no. 2966, South- B.S Plot no.2964,East- B.S Plot no.2967, 2968, West- B.S Plot no. 2962.: [405, 523, 789, 543]
schedule-paragraph: B.S Plot no.1083, North- B.S Plot no.1083, South- B.S Plot no.1078, East- B.S Plot no.1080,1081, 1082, West- B.S Plot no. 1075.: [802, 340, 1186, 360]
conditions-list: [16, 279, 385, 444]
newspaper-masthead: [1399, 2, 1529, 56]
schedule-paragraph: District-Chattogram, P.S- Patiya at present Karnafuli, Mouza- Charlakka J.L no. 21,on the basis of the registered sale deed no. 8823 dated 24/11/2020 at the office of the sub Registrar, Patiya, Chattogram under R.S Khatian no. 2020, 2077/1, R.S Plot no. 5697, 5698, 5699, 5700, 5701, 5704, 5705, 5702, 5703, 5706, 5707, 5708, 5709,5710, 5711, 5712, 5713, 5714, 5715, 5716, 5741, 5742, 5743, 5744, 5746, 5714, B.S Khatian no. 870, B.S Mutation Khatian no. 3874, 3875, 4894 at present 5144, B.S Plot no. 268, 273, area 122.00 decimals of nal land together with all rights, privileges and easement attached thereto.: [802, 371, 1186, 441]
condition-item: ০২। দরপত্রের সাথে দরদাতার জাতীয় পরিচয়পত্রের ফটোকপি ও দরকৃত মূল্যের ২৫% পে-অর্ডার/ব্যাংক ড্রাফট ইসলামী ব্যাংক বাংলাদেশ পিএলসি, জুবিলী রোড শাখা, চট্টগ্রাম এর অনুকূলে জমা দিতে হইবে এবং অবশিষ্ট টাকা দরপত্র গৃহীত হওয়ার ৩০ (ত্রিশ) দিনের মধ্যে পরিশোধ করিতে হইবে, অন্যথায় জমাকৃত অর্থ বাজেয়াপ্ত হইবে।: [16, 315, 385, 361]
column-divider: [1191, 56, 1192, 2391]
schedule-paragraph: District-Chattogram, P.S- Patiya at present Karnafuli, Mouza- Dangarchar J.L no. 22,on the basis of the registered sale deed no. 8845 dated 24/11/2020 at the office of the Sub-Registrar, Patiya, Chattogram under R.S Khatian no. 771, 758, 598, 512, 558,524 R.S Plot no. 2563, 2565, 2566, 2567, 2564, 2569, 2570, 2574, 2571, 2575, 2573, 2572, 2569, B.S Khatian no. 51, 52, 53, B.S Mutation Khatian no. 2381 at present 3001, B.S Plot no. 2655, area 29.00 decimals of nal land together with all rights, privileges and easement attached thereto.: [802, 890, 1186, 960]
schedule-heading-item: Schedule-24: [1198, 351, 1256, 360]
schedule-paragraph: Surrounding : B.S Plot no. 7068, North- B.S Plot no.7068, South- B.S Plot no. 7067, 7076, East- B.S Plot no.7068 , West- B.S Plot no. 7053, 7054.: [1198, 452, 1534, 472]
schedule-heading-item: Schedule-6 (II): [405, 411, 475, 421]
schedule-paragraph: District-Chattogram, P.S- Patiya, Mouza- Habilashdip J.L no. 61, on the basis of the registered sale deed no. 8811 dated 24/11/2020 at the office of the Sub-Registrar, Patiya, Chattogram under R.S Khatian no. 225, R.S Plot no. 3375, B.S Khatian no.1130, B.S Mutation Khatian no. 2279 at present 2742, B.S Plot no. 2986, area 28.00 decimals of nal land together with all rights, privileges and easement attached thereto.: [405, 554, 789, 605]
schedule-paragraph: District-Chattogram, P.S- Patiya, Mouza- Habilashdip J.L no. 61, on the basis of the registered sale deed no. 8811 dated 24/11/2020 at the office of the Sub-Registrar,Patiya, Chattogram under R.S Khatian no. 102, 1937 R.S Plot no. 3339, 3364, 3369, B.S Khatian no. 1543 B.S Mutation Khatian no. 2279 at present 2742, B.S Plot no.3077, 2973, 2965, area 28.00 decimals of nal land together with all rights, privileges and easement attached thereto.: [405, 422, 789, 482]
schedule-heading-item: Schedule-15: [802, 767, 860, 777]
schedule-paragraph: District-Chattogram, P.S- Patiya at present Karnafuli, Mouza- Ichanagar J.L no. 20,on the basis of the registered sale deed no. 7124 dated 12/10/2020 at the office of the Sub-Registrar, Patiya, Chattogram under R.S Khatian no. 139/2, R.S Plot no. 552,553 B.S Khatian no. 4, B.S Plot no.421,418,573 specific possession of B.S Plot no. 421, 418 total 19.13 decimals of land together with all rights, privileges and easement attached thereto.: [8, 589, 392, 640]
schedule-paragraph: District-Chattogram, P.S- Patiya at present Karnafuli, Mouza- Charlakka J.L no. 13,on the basis of the registered sale deed no. 8826 dated 24/11/2020 at the office of the sub-Registrar, Patiya, Chattogram under R.S Khatian no. 488, R.S Plot no. 1839,B.S Khatian no. 1057, B.S Mutation Khatian no. 1794, at present 7521, B.S Plot no. 2528, area 10.00 decimals of nal land together with all rights, privileges and easement attached thereto.: [802, 686, 1186, 736]
schedule-heading-item: Schedule-6 (I): [405, 259, 471, 269]
page-header: [0, 0, 1540, 51]
schedule-heading-item: Schedule-5 (III): [8, 1067, 81, 1077]
schedule-paragraph: Surrounding : B.S Plot no. 1370, 1371, North- B.S Plot no. 1372, 1376, 1394, 1396, South- B.S Plot no. 1367, 1368, 1369, East- B.S Plot no. 1377, 1378, 1379.: [1198, 1226, 1534, 1245]
schedule-paragraph: B.S Plot no. 7166, North- B.S Plot no.7166, South- B.S Plot no. 7152, East- B.S Plot no.7167, West- B.S Plot no. 7165.: [1198, 513, 1534, 533]
schedule-paragraph: B.S Plot no. 1034, North- B.S Plot no.1045, South- B.S Plot no.1034, East- B.S Plot no. 1035, West- Rest of the B.S Plot no. 1034.: [802, 218, 1186, 238]
schedule-paragraph: B.S Plot no. 7072, 7073, North- B.S Plot no. 7070, South- B.S Plot no. 7073, 7075, West- B.S Plot no.7071 , West- B.S Plot no. 7074.: [1198, 493, 1534, 512]
schedule-paragraph: B.S Plot no.2570, North- B.S Plot no. 2571, East- Anowara –Bashkhali Road , West- B.S Plot no. 2569.: [1198, 818, 1534, 838]
schedule-paragraph: District-Chattogram, P.S- Patiya, Mouza- Habilashdip J.L no. 61, on the basis of the registered sale deed no. 8810 dated 24/11/2020 at the office of the sub- Registrar, Patiya, Chattogram under R.S Khatian no. 360, 294, 174, 220, 1563, R.S Plot no.3555, 2986, 3406, 3447, 3372, 3440, 3465 B.S Khatian no. 296, 995, 1340, 371, 909B.S Mutation Khatian no. 2701 at present 2741, B.S Plot no. 3186, 2919, 3003, 2971,3008, area 25.17 decimals of nal land together with all rights, privileges and easement attached thereto.: [405, 86, 789, 146]
schedule-heading-item: Schedule-22: [1198, 127, 1256, 136]
schedule-paragraph: District-Chattogram, P.S- Patiya at present Karnafuli, Mouza- Ichanagar J.L no. 20,on the basis of the registered sale deed no. 7122 dated 12/10/2020 at the office of the Sub-Registrar, Patiya, Chattogram under R.S Khatian no. 139/2, R.S Plot no. 552,553 B.S Khatian no. 4, B.S Plot no. 421,418,573 specific possession of B.S Plot no. 421, 418 B.S Mutation Khatian no.3132,3133 total 10.98 decimals of nal, Vita land together with all rights, privileges and easement attached thereto.: [8, 498, 392, 558]
schedule-paragraph: District-Chattogram, P.S- Anowara, Mouza- Boramchara, J.L no. 20, on the basis of the registered sale deed no. 4444 dated 03/12/2020 at the office of the Sub-Registrar, Anowara, Chattogram under R.S Khatian no. 3664, R.S Plot no. 20133, B.S Khatian no. 1632, B.S Mutation Khatian no. 8640 at present 9562, B.S Plot no. 21173, area 37.25 decimals of nal land together with all rights, privileges and easement attached thereto.: [1198, 1480, 1534, 1540]
schedule-paragraph: Surrounding : B.S Plot no.418, North- B.S Plot no.420, South- B.S Plot no.421, East- B.S Plot no.993, West- B.S Plot no. 418.: [8, 813, 392, 833]
notice-intro: এতদ্বারা সর্বসাধারণকে জানানো যাইতেছে যে, ইসলামী ব্যাংক বাংলাদেশ পিএলসি, জুবিলী রোড শাখা বিনিয়োগ গ্রাহক ১। কর্ণফুলী ফুডস্(প্রা:) লিমিটেড, প্লট নং সি-২৬/২৭, বিসিক শিল্প এলাকা, সাগরিকা রোড, উত্তর কাট্টলী, পাহাড়তলী, চট্টগ্রাম। ২। মো: রহিম উদ্দিন চৌধুরী, পিতা- মৃত নুরুল ইসলাম চৌধুরী ও মাতা- নুর নাহার বেগম, কামাল চৌধুরী বাড়ি, কেলিশহর, থানা-পটিয়া, চট্টগ্রাম। ৩। কর্ণফুলী ফুডস্(প্রা:) লিমিটেড, প্লট নং সি-২৬/২৭, বিসিক শিল্প এলাকা, সাগরিকা রোড, উত্তর কাট্টলী, পাহাড়তলী, চট্টগ্রাম এর নিকট ৩০/০৪/২০২৫ ইং তারিখ পর্যন্ত বকেয়া বিনিয়োগ বাবদ পাওনা টাকা আদায়ের লক্ষ্যে অর্থঋণ আদালত আইন ২০০৩ এর ১২(৩) ধারা মোতাবেক নিম্নোক্ত বন্ধকী সম্পত্তি নিলামে বিক্রয়ের জন্য আগ্রহী ক্রেতাদের নিকট সিলমোহরকৃত খামে দরপত্র আহ্বান করা যাইতেছে।: [16, 168, 385, 262]
schedule-heading-item: Schedule-17: [802, 981, 860, 991]
schedule-paragraph: Surrounding : B.S Plot no.2972, North- B.S Plot no.2971, South- Road, East- B.S Plot no.2973, West- B.S Plot no.2904, 2905, 2906.: [8, 1026, 392, 1047]
schedule-paragraph: Surrounding : B.S Plot no. 2571, North- B.S Plot no.2568 South- B.S Plot no. 2568, East- Anowara –Bashkhali Road West- B.S Plot no. 2568.: [1198, 798, 1534, 818]
schedule-paragraph: District-Chattogram, P.S- Anowara, Mouza- Sholkata, J.L no. 39, on the basis of the registered sale deed no. 4445 dated 03/12/2020 at the office of the Sub-Registrar, Anowara, Chattogram under R.S Khatian no. 697, 163, 786, 28, R.S Plot no. 1752, 1753, 1762/2864, 1781, 1762, 1758/2853, 1758, 1749, 1760/2863, 1763, B.S Khatian no. 525, 381, 384, B.S Mutation Khatian no. 1354, 1355, 1356, 2274, 2275, 2278 at present 2551, B.S Plot no. 1370, 1371, 1376, 1378, 1394, 1377, 1379, area 60.10 decimals of nal land together with all rights, privileges and easement attached thereto.: [1198, 1144, 1534, 1225]
schedule-paragraph: Surrounding : B.S Plot no.3186, North- Khal, South- B.S Plot no.3187,East- B.S Plot no.3254, 3255, West- B.S Plot no. 3185.: [405, 147, 789, 167]
schedule-paragraph: Surrounding : B.S Plot no.3532, North- B.S Plot no.3531, 3594, South- B.S Plot no. 3524, 3525, 3533, 3534, East- B.S Plot no.3560, 3572, 3573, West- B.S Plot no. 3527, 3529.: [1198, 96, 1534, 126]
schedule-heading-item: Schedule-10: [802, 86, 860, 96]
schedule-paragraph: District-Chattogram, P.S- Sitakunda, Mouza- Syedpur, J.L no. 17, on the basis of the registered sale deed no. 5323 dated 07/12/2020 at the office of the sub-Registrar Sitakunda, Chattogram under R.S Khatian no. 4285, R.S Plot no. 4305, B.S Khatian no. 1105, B.S Mutation Khatian no. 4801 at present 4877, B.S Plot no. 4355, area 20.00 decimals of nal land together with all rights, privileges and easement attached thereto.: [802, 1185, 1186, 1235]
schedule-heading-en: Schedule of the property: [131, 470, 270, 482]
schedule-paragraph: District-Chattogram, P.S- Patiya at present, Mouza- Ichanagar J.L no. 20, on the basis of the registered sale deed no. 7121 dated 12/10/2020 at the office of the Sub-Registrar, Patiya, Chattogram under R.S Khatian no. 139/2, R.S Plot no. 552, 553 P.S Khatian no. 4, B.S Plot no. 421,418,573 specific possession of B.S Plot no. 421, 418 total 135.73 decimals of nal, Vita land together with all rights, privileges and easement attached thereto.: [8, 761, 392, 812]
schedule-paragraph: B.S Plot no. 1377, 1378, 1379, North- B.S Plot no. 1370, 1396, 1398, South- East- Old Anowara -Chandpur Road, West- B.S Plot no. 1394.: [1198, 1266, 1534, 1286]
bank-title-row: [16, 61, 385, 105]
schedule-paragraph: Surrounding : B.S Plot no. 2527, North- B.S Plot no. 2534, South- B.S Plot no. 2526,East- B.S Plot no.2417, 2527, West- B.S Plot no. 2528, 2533.: [802, 635, 1186, 655]
schedule-paragraph: District-Chattogram, P.S- Patiya, Mouza- Habilashdip J.L no. 61, on the basis of the registered sale deed no. 8811 dated 24/11/2020 at the office of the sub- Registrar,Patiya, Chattogram under R.S Khatian no. 900, 931, 694, 1141, R.S Plot no. 3495,3438, 3457, 3382, B.S Khatian no. 385, B.S Mutation Khatian no. 2710, at present 2742, B.S Plot no. 3005, 3156, 2981, 3020, area 27.00 decimals of nal land together with all rights, privileges and easement attached thereto.: [405, 269, 789, 329]
schedule-paragraph: B.S Plot no. 7145, North- B.S Plot no.7145, South- B.S Plot no. 7127, East- B.S Plot no.7147, 7146, West- Rest of B.S Plot no. 7145.: [1198, 554, 1534, 574]
schedule-paragraph: B.S Plot no. 94, North- B.S Plot no. 91, South- B.S Plot no. 100, East- B.S Plot no. 90, 91, 92, West- B.S Plot no. 95, 96, 97.: [802, 1154, 1186, 1174]
schedule-paragraph: Surrounding : B.S Plot no.418, North- B.S Plot no.421, South- Road, East- B.S Plot no.387, West- B.S Plot no.387.: [8, 640, 392, 659]
schedule-heading: [8, 458, 392, 483]
schedule-paragraph: District-Chattogram, P.S- Patiya, Mouza- Habilashdip J.L no. 61, on the basis of the registered sale deed no. 8811 dated 24/11/2020 at the office of the Sub-Registrar, Patiya, Chattogram under R.S Khatian no. 598, 1119, 741, R.S Plot no. 2962, 3364, 3367 B.S Khatian no. 988, 1005, 992, 1587, B.S Mutation Khatian no. 2072 at present 2742, B.S Plot no. 3084, 2877, 3082, 2883 area 28.00 decimals of nal land together with all rights, privileges and easement attached thereto.: [405, 879, 789, 940]
schedule-paragraph: B.S Plot no.1045, North- B.S Plot no.1047, South- B.S Plot no.1035, East- Rest of the B.S Plot, West- B.S Plot no.1045.: [405, 1358, 789, 1378]
